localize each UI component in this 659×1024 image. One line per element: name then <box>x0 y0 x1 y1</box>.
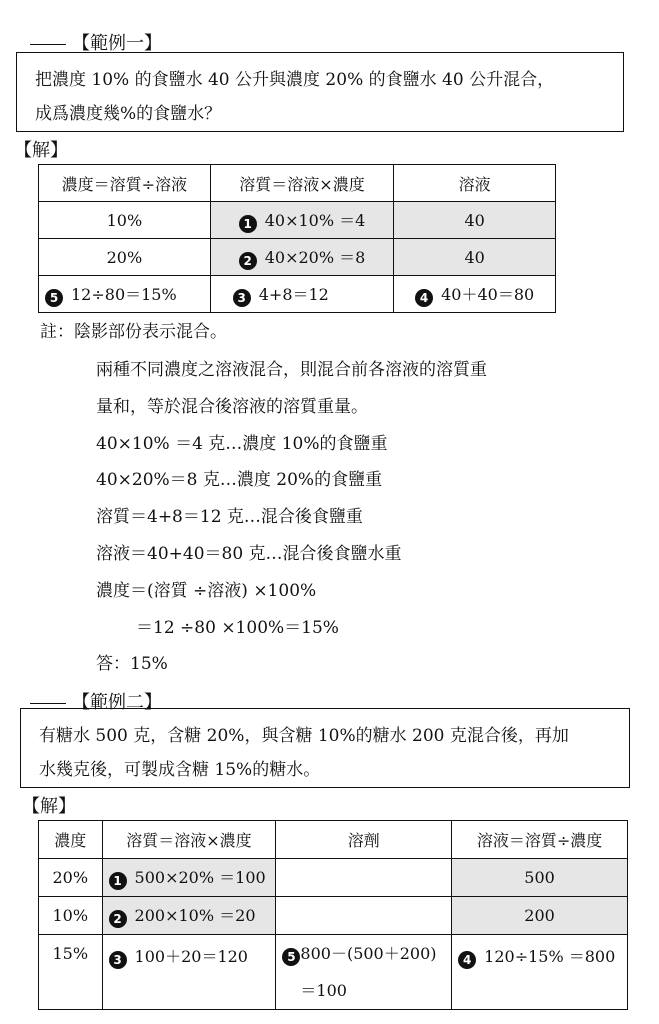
table-cell: 40 <box>394 239 556 276</box>
example1-table <box>38 164 556 313</box>
note-line: 40×20%＝8 克…濃度 20%的食鹽重 <box>96 470 383 491</box>
note-line: 溶液＝40+40＝80 克…混合後食鹽水重 <box>96 543 402 564</box>
table-header: 濃度 <box>39 821 103 859</box>
table-cell: 10% <box>39 897 103 935</box>
step-number-badge: 1 <box>239 215 257 233</box>
note-line: 溶質＝4+8＝12 克…混合後食鹽重 <box>96 507 363 528</box>
table-header: 溶液＝溶質÷濃度 <box>452 821 628 859</box>
table-cell: 20% <box>39 239 211 276</box>
step-number-badge: 4 <box>415 289 433 307</box>
table-cell <box>210 202 394 239</box>
table-cell: 15% <box>39 935 103 1010</box>
cell-text: 40＋40＝80 <box>441 284 535 304</box>
step-number-badge: 3 <box>233 289 251 307</box>
table-cell <box>210 239 394 276</box>
example1-solve-label: 【解】 <box>14 140 68 161</box>
note-line: 兩種不同濃度之溶液混合，則混合前各溶液的溶質重 <box>96 360 487 380</box>
table-cell: 20% <box>39 859 103 897</box>
table-header: 溶劑 <box>276 821 452 859</box>
table-cell: 200 <box>452 897 628 935</box>
example2-problem-line1: 有糖水 500 克，含糖 20%，與含糖 10%的糖水 200 克混合後，再加 <box>39 726 569 746</box>
table-cell <box>102 935 276 1010</box>
note-line: 40×10% ＝4 克…濃度 10%的食鹽重 <box>96 433 388 454</box>
example2-problem-box <box>20 708 630 788</box>
table-cell: 40 <box>394 202 556 239</box>
example2-title: 【範例二】 <box>66 692 168 714</box>
answer-line: 答：15% <box>96 654 168 675</box>
cell-text-line2: ＝100 <box>300 981 347 1000</box>
example1-title: 【範例一】 <box>66 33 168 55</box>
table-row <box>39 821 628 859</box>
table-cell <box>276 935 452 1010</box>
step-number-badge: 5 <box>45 289 63 307</box>
table-cell: 10% <box>39 202 211 239</box>
example2-solve-label: 【解】 <box>22 796 76 817</box>
table-row <box>39 935 628 1010</box>
table-header: 溶液 <box>394 165 556 202</box>
table-cell <box>276 859 452 897</box>
explanation-notes <box>96 352 487 683</box>
table-row <box>39 897 628 935</box>
step-number-badge: 1 <box>109 872 127 890</box>
table-cell <box>452 935 628 1010</box>
example1-problem-line1: 把濃度 10% 的食鹽水 40 公升與濃度 20% 的食鹽水 40 公升混合， <box>35 70 555 90</box>
table-header: 溶質＝溶液×濃度 <box>210 165 394 202</box>
note-line: 量和，等於混合後溶液的溶質重量。 <box>96 396 368 417</box>
step-number-badge: 3 <box>109 951 127 969</box>
cell-text: 120÷15% ＝800 <box>484 947 616 966</box>
example1-problem-line2: 成爲濃度幾%的食鹽水？ <box>35 104 222 124</box>
note-line: ＝12 ÷80 ×100%＝15% <box>136 617 339 638</box>
table-row <box>39 165 556 202</box>
step-number-badge: 4 <box>458 951 476 969</box>
step-number-badge: 5 <box>282 948 300 966</box>
step-number-badge: 2 <box>109 910 127 928</box>
table-row <box>39 202 556 239</box>
cell-text: 100＋20＝120 <box>134 947 248 966</box>
example2-problem-line2: 水幾克後，可製成含糖 15%的糖水。 <box>39 760 321 780</box>
cell-text: 800－(500＋200) <box>300 944 437 963</box>
note-label: 註：陰影部份表示混合。 <box>40 322 227 342</box>
table-header: 濃度＝溶質÷溶液 <box>39 165 211 202</box>
table-row <box>39 859 628 897</box>
table-cell <box>394 276 556 313</box>
example1-problem-box <box>16 52 624 132</box>
table-cell <box>39 276 211 313</box>
cell-text: 4+8＝12 <box>258 284 329 304</box>
table-cell <box>210 276 394 313</box>
cell-text: 40×20% ＝8 <box>264 247 366 267</box>
table-row <box>39 276 556 313</box>
table-row <box>39 239 556 276</box>
table-header: 溶質＝溶液×濃度 <box>102 821 276 859</box>
table-cell <box>276 897 452 935</box>
cell-text: 500×20% ＝100 <box>134 868 266 887</box>
example2-table <box>38 820 628 1010</box>
note-line: 濃度＝(溶質 ÷溶液) ×100% <box>96 580 317 601</box>
cell-text: 12÷80＝15% <box>71 284 177 304</box>
table-cell <box>102 897 276 935</box>
cell-text: 40×10% ＝4 <box>264 210 366 230</box>
table-cell <box>102 859 276 897</box>
step-number-badge: 2 <box>239 252 257 270</box>
cell-text: 200×10% ＝20 <box>134 906 256 925</box>
table-cell: 500 <box>452 859 628 897</box>
